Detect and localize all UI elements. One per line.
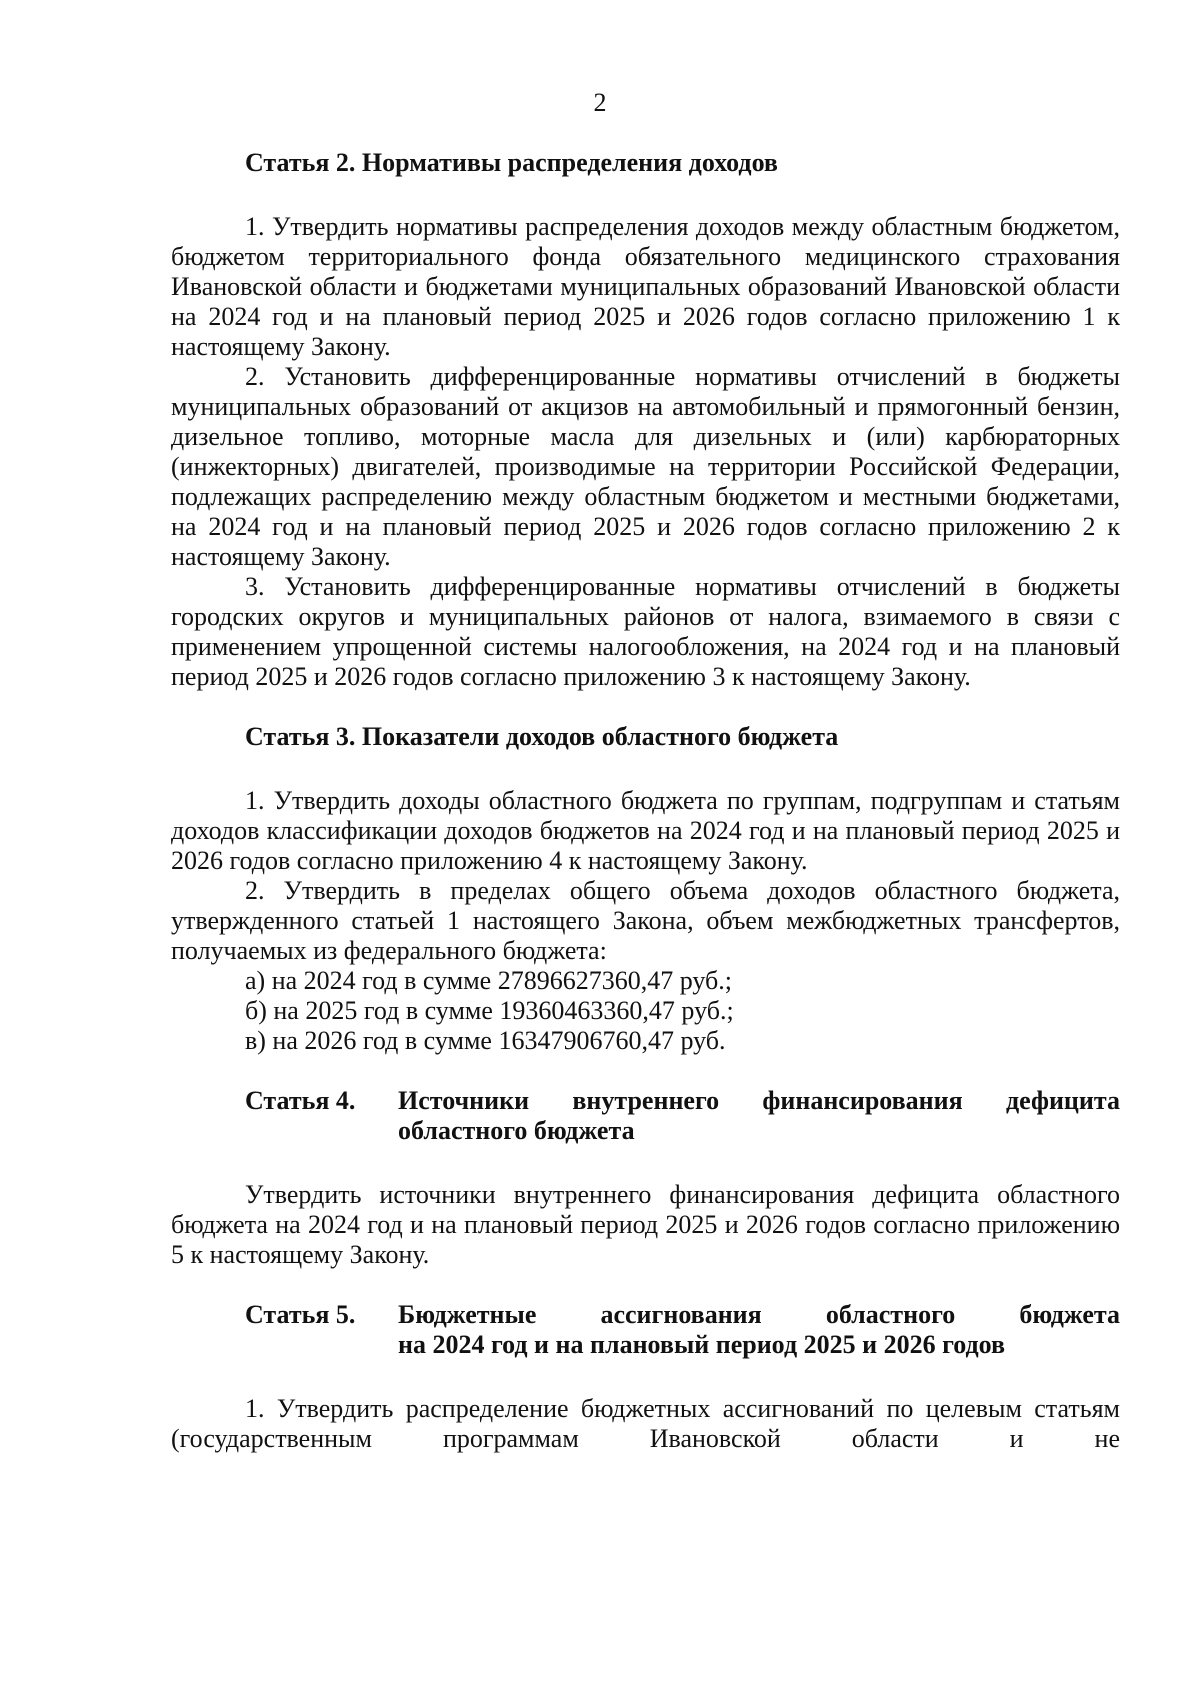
article-5-title	[398, 1300, 1120, 1360]
article-3-item-a: а) на 2024 год в сумме 27896627360,47 руб.;	[245, 966, 732, 995]
article-3-paragraph-2: 2. Утвердить в пределах общего объема доходов областного бюджета, утвержденного статьей 1 настоящего Закона, объем межбюджетных трансфертов, получаемых из федерального бюджета:	[171, 876, 1120, 965]
article-2-paragraph-1: 1. Утвердить нормативы распределения доходов между областным бюджетом, бюджетом территориального фонда обязательного медицинского страхования Ивановской области и бюджетами муниципальных образований Ивановской области на 2024 год и на плановый период 2025 и 2026 годов согласно приложению 1 к настоящему Закону.	[171, 212, 1120, 361]
article-3-paragraph-1: 1. Утвердить доходы областного бюджета по группам, подгруппам и статьям доходов классификации доходов бюджетов на 2024 год и на плановый период 2025 и 2026 годов согласно приложению 4 к настоящему Закону.	[171, 786, 1120, 875]
article-4-title-line-1: Источники внутреннего финансирования дефицита	[398, 1086, 1120, 1115]
article-5-title-line-2: на 2024 год и на плановый период 2025 и 2026 годов	[398, 1330, 1006, 1359]
article-3-item-b: б) на 2025 год в сумме 19360463360,47 руб.;	[245, 996, 734, 1025]
article-2-paragraph-3: 3. Установить дифференцированные нормативы отчислений в бюджеты городских округов и муниципальных районов от налога, взимаемого в связи с применением упрощенной системы налогообложения, на 2024 год и на плановый период 2025 и 2026 годов согласно приложению 3 к настоящему Закону.	[171, 572, 1120, 691]
article-5-heading	[171, 1300, 1120, 1360]
article-4-heading	[171, 1086, 1120, 1146]
article-4-number: Статья 4.	[245, 1086, 356, 1115]
article-5-number: Статья 5.	[245, 1300, 356, 1329]
article-4-title-line-2: областного бюджета	[398, 1116, 635, 1145]
article-3-item-c: в) на 2026 год в сумме 16347906760,47 руб.	[245, 1026, 726, 1055]
article-5-title-line-1: Бюджетные ассигнования областного бюджета	[398, 1300, 1120, 1329]
page-number: 2	[593, 88, 607, 117]
article-2-heading: Статья 2. Нормативы распределения доходов	[245, 148, 778, 177]
article-2-paragraph-2: 2. Установить дифференцированные нормативы отчислений в бюджеты муниципальных образований от акцизов на автомобильный и прямогонный бензин, дизельное топливо, моторные масла для дизельных и (или) карбюраторных (инжекторных) двигателей, производимые на территории Российской Федерации, подлежащих распределению между областным бюджетом и местными бюджетами, на 2024 год и на плановый период 2025 и 2026 годов согласно приложению 2 к настоящему Закону.	[171, 362, 1120, 571]
article-4-paragraph-1: Утвердить источники внутреннего финансирования дефицита областного бюджета на 2024 год и на плановый период 2025 и 2026 годов согласно приложению 5 к настоящему Закону.	[171, 1180, 1120, 1269]
article-4-title	[398, 1086, 1120, 1146]
article-5-paragraph-1: 1. Утвердить распределение бюджетных ассигнований по целевым статьям (государственным программам Ивановской области и не	[171, 1394, 1120, 1453]
article-3-heading: Статья 3. Показатели доходов областного бюджета	[245, 722, 839, 751]
document-body	[171, 148, 1120, 1454]
